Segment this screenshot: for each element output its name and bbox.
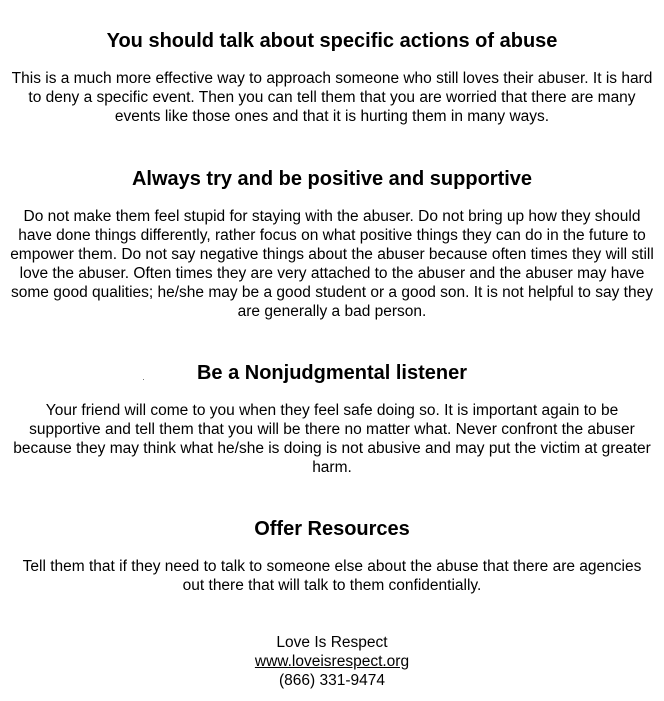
section-heading: Offer Resources xyxy=(254,518,410,540)
section-body: Tell them that if they need to talk to someone else about the abuse that there are agencies out there that will talk to them confidentially. xyxy=(22,558,642,594)
section-positive-supportive xyxy=(10,167,654,321)
section-nonjudgmental-listener xyxy=(10,361,654,477)
section-body: This is a much more effective way to approach someone who still loves their abuser. It is hard to deny a specific event. Then you can tell them that you are worried that there are many events like those ones and that it is hurting them in many ways. xyxy=(11,70,653,125)
website-link[interactable]: www.loveisrespect.org xyxy=(254,653,410,670)
section-heading: You should talk about specific actions of abuse xyxy=(106,30,558,52)
section-body: Do not make them feel stupid for staying with the abuser. Do not bring up how they should have done things differently, rather focus on what positive things they can do in the future to empower them. Do not say negative things about the abuser because often times they will still love the abuser. Often times they are very attached to the abuser and the abuser may have some good qualities; he/she may be a good student or a good son. It is not helpful to say they are generally a bad person. xyxy=(10,208,654,320)
section-specific-actions xyxy=(10,29,654,126)
section-heading: Be a Nonjudgmental listener xyxy=(196,362,468,384)
section-offer-resources xyxy=(10,517,654,595)
phone-number: (866) 331-9474 xyxy=(279,672,385,689)
organization-name: Love Is Respect xyxy=(276,634,388,651)
section-heading: Always try and be positive and supportive xyxy=(131,168,533,190)
section-body: Your friend will come to you when they feel safe doing so. It is important again to be supportive and tell them that you will be there no matter what. Never confront the abuser because they may think what he/she is doing is not abusive and may put the victim at greater harm. xyxy=(13,402,651,476)
contact-footer xyxy=(10,633,654,690)
